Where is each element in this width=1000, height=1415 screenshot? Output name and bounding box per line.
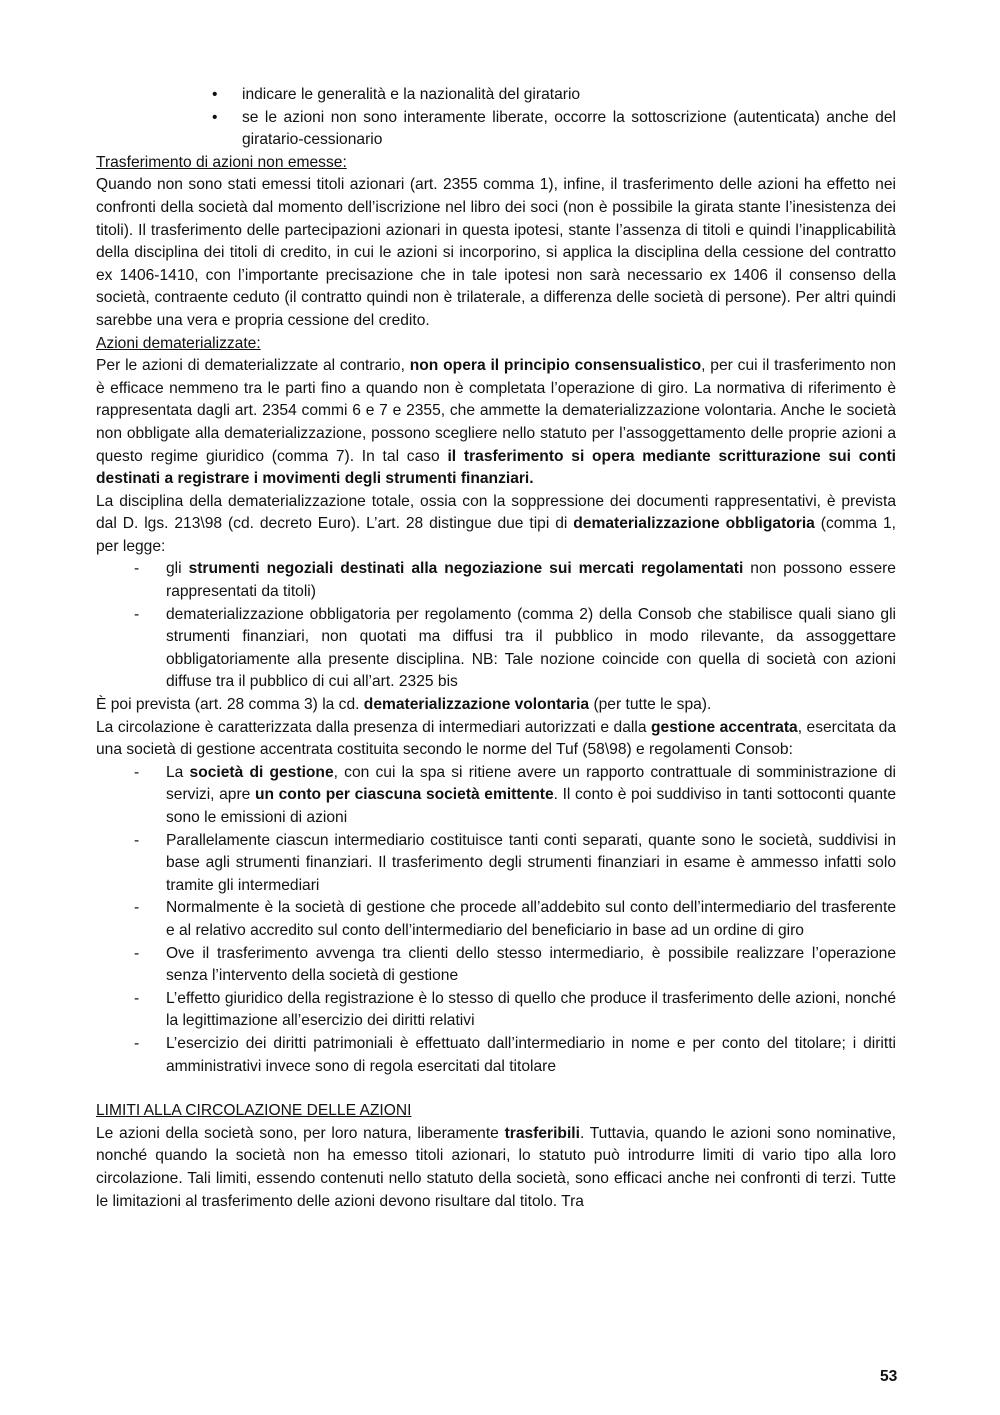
- list-item: - gli strumenti negoziali destinati alla negoziazione sui mercati regolamentati non possono essere rappresentati da titoli): [134, 560, 896, 601]
- document-page: [96, 84, 896, 1213]
- list-item: - Parallelamente ciascun intermediario costituisce tanti conti separati, quante sono le società, suddivisi in base agli strumenti finanziari. Il trasferimento degli strumenti finanziari in esame è ammesso infatti solo tramite gli intermediari: [134, 831, 896, 894]
- dash-marker: -: [134, 944, 140, 962]
- list-item: - dematerializzazione obbligatoria per regolamento (comma 2) della Consob che stabilisce quali siano gli strumenti finanziari, non quotati ma diffusi tra il pubblico in modo rilevante, da assoggettare obbligatoriamente alla presente disciplina. NB: Tale nozione coincide con quella di società con azioni diffuse tra il pubblico di cui all’art. 2325 bis: [134, 605, 896, 691]
- list-item: - La società di gestione, con cui la spa si ritiene avere un rapporto contrattuale di somministrazione di servizi, apre un conto per ciascuna società emittente. Il conto è poi suddiviso in tanti sottoconti quante sono le emissioni di azioni: [134, 763, 896, 826]
- bullet-marker: •: [212, 108, 218, 126]
- paragraph: Quando non sono stati emessi titoli azionari (art. 2355 comma 1), infine, il trasferimento delle azioni ha effetto nei confronti della società dal momento dell’iscrizione nel libro dei soci (non è possibile la girata stante l’inesistenza dei titoli). Il trasferimento delle partecipazioni azionari in questa ipotesi, stante l’assenza di titoli e quindi l’inapplicabilità della disciplina dei titoli di credito, in cui le azioni si incorporino, si applica la disciplina della cessione del contratto ex 1406-1410, con l’importante precisazione che in tale ipotesi non sarà necessario ex 1406 il consenso della società, contraente ceduto (il contratto quindi non è trilaterale, a differenza delle società di persone). Per altri quindi sarebbe una vera e propria cessione del credito.: [96, 176, 896, 329]
- paragraph: È poi prevista (art. 28 comma 3) la cd. dematerializzazione volontaria (per tutte le spa).: [96, 696, 712, 714]
- dash-marker: -: [134, 1034, 140, 1052]
- bullet-list: [96, 84, 896, 152]
- paragraph: La disciplina della dematerializzazione totale, ossia con la soppressione dei documenti rappresentativi, è prevista dal D. lgs. 213\98 (cd. decreto Euro). L’art. 28 distingue due tipi di dematerializzazione obbligatoria (comma 1, per legge:: [96, 492, 896, 555]
- section-heading: Trasferimento di azioni non emesse:: [96, 153, 347, 171]
- paragraph: La circolazione è caratterizzata dalla presenza di intermediari autorizzati e dalla gestione accentrata, esercitata da una società di gestione accentrata costituita secondo le norme del Tuf (58\98) e regolamenti Consob:: [96, 718, 897, 759]
- dash-list: [96, 558, 896, 694]
- spacer: [96, 1078, 896, 1100]
- dash-marker: -: [134, 763, 140, 781]
- paragraph: Le azioni della società sono, per loro natura, liberamente trasferibili. Tuttavia, quando le azioni sono nominative, nonché quando la società non ha emesso titoli azionari, lo statuto può introdurre limiti di vario tipo alla loro circolazione. Tali limiti, essendo contenuti nello statuto della società, sono efficaci anche nei confronti di terzi. Tutte le limitazioni al trasferimento delle azioni devono risultare dal titolo. Tra: [96, 1124, 896, 1210]
- list-item: - L’effetto giuridico della registrazione è lo stesso di quello che produce il trasferimento delle azioni, nonché la legittimazione all’esercizio dei diritti relativi: [134, 989, 896, 1030]
- list-item: - L’esercizio dei diritti patrimoniali è effettuato dall’intermediario in nome e per conto del titolare; i diritti amministrativi invece sono di regola esercitati dal titolare: [134, 1034, 896, 1075]
- paragraph: Per le azioni di dematerializzate al contrario, non opera il principio consensualistico, per cui il trasferimento non è efficace nemmeno tra le parti fino a quando non è completata l’operazione di giro. La normativa di riferimento è rappresentata dagli art. 2354 commi 6 e 7 e 2355, che ammette la dematerializzazione volontaria. Anche le società non obbligate alla dematerializzazione, possono scegliere nello statuto per l’assoggettamento delle proprie azioni a questo regime giuridico (comma 7). In tal caso il trasferimento si opera mediante scritturazione sui conti destinati a registrare i movimenti degli strumenti finanziari.: [96, 357, 896, 488]
- section-heading: Azioni dematerializzate:: [96, 334, 261, 352]
- page-number: 53: [880, 1368, 898, 1385]
- dash-marker: -: [134, 605, 140, 623]
- list-item: • se le azioni non sono interamente liberate, occorre la sottoscrizione (autenticata) anche del giratario-cessionario: [212, 108, 896, 149]
- dash-marker: -: [134, 989, 140, 1007]
- list-item: • indicare le generalità e la nazionalità del giratario: [96, 84, 896, 107]
- section-heading: LIMITI ALLA CIRCOLAZIONE DELLE AZIONI: [96, 1102, 412, 1120]
- dash-marker: -: [134, 899, 140, 917]
- dash-marker: -: [134, 560, 140, 578]
- dash-list: [96, 762, 896, 1078]
- list-item: - Ove il trasferimento avvenga tra clienti dello stesso intermediario, è possibile realizzare l’operazione senza l’intervento della società di gestione: [134, 944, 896, 985]
- list-item: - Normalmente è la società di gestione che procede all’addebito sul conto dell’intermediario del trasferente e al relativo accredito sul conto dell’intermediario del beneficiario in base ad un ordine di giro: [134, 899, 896, 939]
- bullet-marker: •: [212, 86, 218, 103]
- dash-marker: -: [134, 831, 140, 849]
